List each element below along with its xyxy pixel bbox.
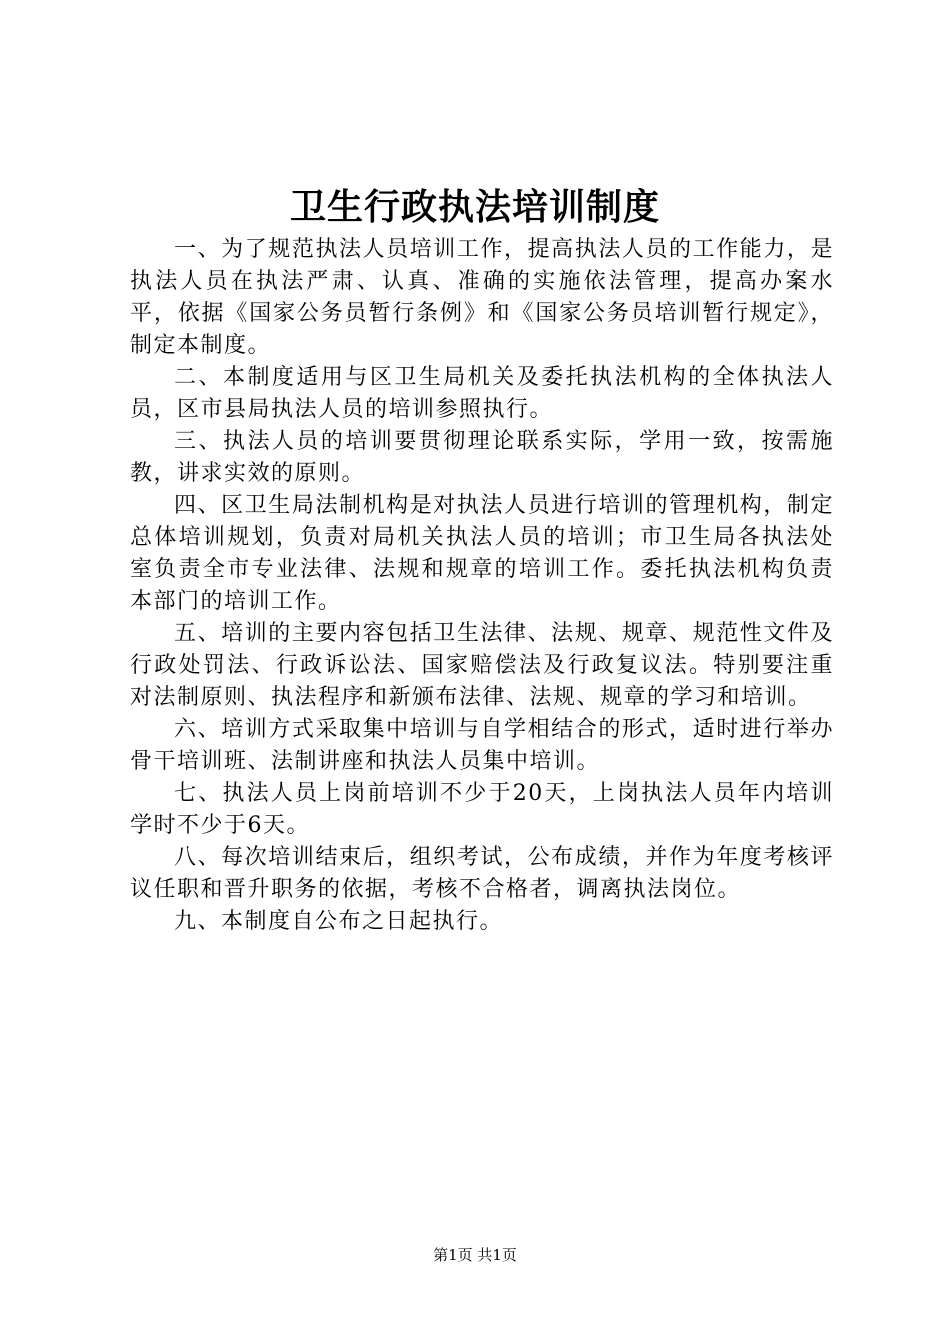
paragraph-1: 一、为了规范执法人员培训工作，提高执法人员的工作能力，是执法人员在执法严肃、认真、准确的实施依法管理，提高办案水平，依据《国家公务员暂行条例》和《国家公务员培训暂行规定》，制定本制度。: [130, 237, 834, 358]
paragraph-5: 五、培训的主要内容包括卫生法律、法规、规章、规范性文件及行政处罚法、行政诉讼法、国家赔偿法及行政复议法。特别要注重对法制原则、执法程序和新颁布法律、法规、规章的学习和培训。: [130, 621, 834, 710]
page-footer: 第1页 共1页: [433, 1246, 517, 1264]
paragraph-4: 四、区卫生局法制机构是对执法人员进行培训的管理机构，制定总体培训规划，负责对局机关执法人员的培训；市卫生局各执法处室负责全市专业法律、法规和规章的培训工作。委托执法机构负责本部门的培训工作。: [130, 493, 834, 614]
paragraph-2: 二、本制度适用与区卫生局机关及委托执法机构的全体执法人员，区市县局执法人员的培训参照执行。: [130, 365, 834, 422]
paragraph-8: 八、每次培训结束后，组织考试，公布成绩，并作为年度考核评议任职和晋升职务的依据，考核不合格者，调离执法岗位。: [130, 845, 834, 902]
paragraph-7: 七、执法人员上岗前培训不少于20天，上岗执法人员年内培训学时不少于6天。: [130, 781, 834, 838]
paragraph-6: 六、培训方式采取集中培训与自学相结合的形式，适时进行举办骨干培训班、法制讲座和执法人员集中培训。: [130, 717, 834, 774]
paragraph-3: 三、执法人员的培训要贯彻理论联系实际，学用一致，按需施教，讲求实效的原则。: [130, 429, 834, 486]
paragraph-9: 九、本制度自公布之日起执行。: [174, 909, 504, 934]
document-body: [130, 234, 834, 938]
document-title: 卫生行政执法培训制度: [289, 186, 660, 228]
